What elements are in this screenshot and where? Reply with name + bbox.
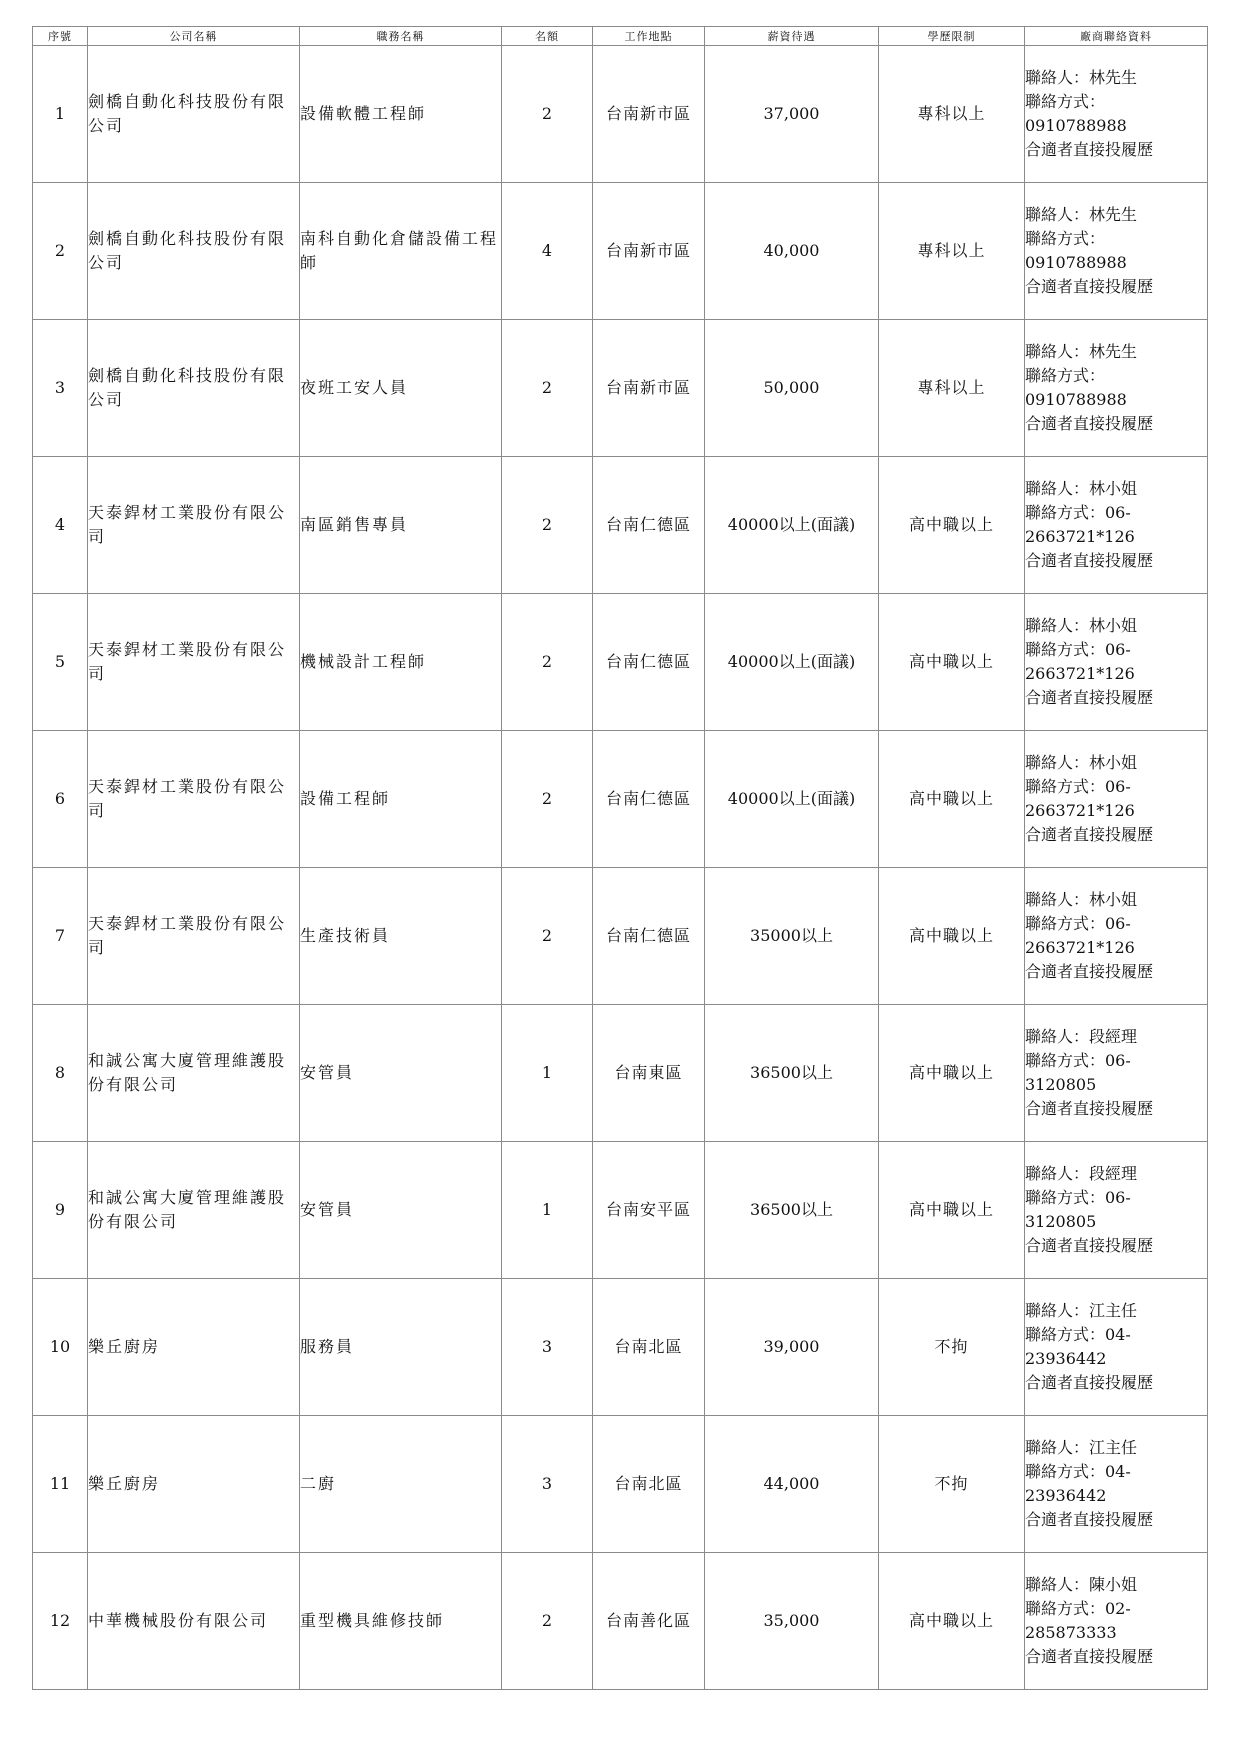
contact-info-line: 聯絡人：林先生 <box>1025 342 1138 361</box>
job-title-cell: 南區銷售專員 <box>300 457 502 594</box>
company-name-cell: 天泰銲材工業股份有限公司 <box>88 868 300 1005</box>
openings-cell: 1 <box>502 1142 593 1279</box>
work-location-cell: 台南仁德區 <box>593 594 705 731</box>
contact-info-cell <box>1025 1553 1208 1690</box>
header-salary: 薪資待遇 <box>705 27 879 46</box>
job-title-cell: 安管員 <box>300 1005 502 1142</box>
education-cell: 高中職以上 <box>879 457 1025 594</box>
education-cell: 不拘 <box>879 1416 1025 1553</box>
table-header-row <box>33 27 1208 46</box>
education-cell: 高中職以上 <box>879 1005 1025 1142</box>
contact-info-line: 聯絡人：江主任 <box>1025 1301 1138 1320</box>
serial-number-cell: 1 <box>33 46 88 183</box>
company-name-cell: 劍橋自動化科技股份有限公司 <box>88 320 300 457</box>
contact-info-line: 聯絡方式：06- <box>1025 640 1131 659</box>
salary-cell: 39,000 <box>705 1279 879 1416</box>
work-location-cell: 台南新市區 <box>593 183 705 320</box>
salary-cell: 40,000 <box>705 183 879 320</box>
contact-info-line: 聯絡人：段經理 <box>1025 1027 1138 1046</box>
contact-info-line: 聯絡方式： <box>1025 92 1106 111</box>
contact-info-line: 聯絡方式：06- <box>1025 914 1131 933</box>
job-title-cell: 南科自動化倉儲設備工程師 <box>300 183 502 320</box>
contact-info-cell <box>1025 594 1208 731</box>
contact-info-line: 聯絡方式：02- <box>1025 1599 1131 1618</box>
openings-cell: 3 <box>502 1416 593 1553</box>
table-row <box>33 1005 1208 1142</box>
contact-info-line: 聯絡方式：04- <box>1025 1462 1131 1481</box>
serial-number-cell: 6 <box>33 731 88 868</box>
contact-info-line: 2663721*126 <box>1025 938 1135 957</box>
contact-info-line: 2663721*126 <box>1025 664 1135 683</box>
contact-info-line: 合適者直接投履歷 <box>1025 140 1154 159</box>
job-title-cell: 機械設計工程師 <box>300 594 502 731</box>
contact-info-line: 聯絡方式：06- <box>1025 503 1131 522</box>
contact-info-line: 0910788988 <box>1025 390 1127 409</box>
contact-info-line: 聯絡人：陳小姐 <box>1025 1575 1138 1594</box>
contact-info-line: 合適者直接投履歷 <box>1025 1647 1154 1666</box>
contact-info-line: 聯絡人：江主任 <box>1025 1438 1138 1457</box>
salary-cell: 40000以上(面議) <box>705 594 879 731</box>
contact-info-line: 合適者直接投履歷 <box>1025 551 1154 570</box>
salary-cell: 44,000 <box>705 1416 879 1553</box>
job-title-cell: 重型機具維修技師 <box>300 1553 502 1690</box>
table-row <box>33 594 1208 731</box>
work-location-cell: 台南善化區 <box>593 1553 705 1690</box>
serial-number-cell: 12 <box>33 1553 88 1690</box>
education-cell: 專科以上 <box>879 320 1025 457</box>
serial-number-cell: 9 <box>33 1142 88 1279</box>
job-listing-table <box>32 26 1208 1690</box>
contact-info-line: 聯絡人：林先生 <box>1025 68 1138 87</box>
contact-info-line: 聯絡人：段經理 <box>1025 1164 1138 1183</box>
openings-cell: 2 <box>502 457 593 594</box>
contact-info-cell <box>1025 1279 1208 1416</box>
contact-info-line: 合適者直接投履歷 <box>1025 1510 1154 1529</box>
contact-info-line: 聯絡人：林先生 <box>1025 205 1138 224</box>
salary-cell: 35000以上 <box>705 868 879 1005</box>
contact-info-cell <box>1025 731 1208 868</box>
salary-cell: 40000以上(面議) <box>705 731 879 868</box>
contact-info-line: 2663721*126 <box>1025 527 1135 546</box>
openings-cell: 1 <box>502 1005 593 1142</box>
contact-info-line: 聯絡人：林小姐 <box>1025 890 1138 909</box>
work-location-cell: 台南仁德區 <box>593 731 705 868</box>
serial-number-cell: 2 <box>33 183 88 320</box>
contact-info-cell <box>1025 1142 1208 1279</box>
contact-info-cell <box>1025 183 1208 320</box>
contact-info-cell <box>1025 457 1208 594</box>
education-cell: 不拘 <box>879 1279 1025 1416</box>
contact-info-line: 合適者直接投履歷 <box>1025 825 1154 844</box>
table-row <box>33 183 1208 320</box>
table-row <box>33 868 1208 1005</box>
header-job-title: 職務名稱 <box>300 27 502 46</box>
table-row <box>33 731 1208 868</box>
contact-info-line: 聯絡方式： <box>1025 366 1106 385</box>
education-cell: 高中職以上 <box>879 868 1025 1005</box>
job-title-cell: 服務員 <box>300 1279 502 1416</box>
salary-cell: 36500以上 <box>705 1005 879 1142</box>
header-work-location: 工作地點 <box>593 27 705 46</box>
table-row <box>33 320 1208 457</box>
work-location-cell: 台南安平區 <box>593 1142 705 1279</box>
header-openings: 名額 <box>502 27 593 46</box>
serial-number-cell: 11 <box>33 1416 88 1553</box>
salary-cell: 37,000 <box>705 46 879 183</box>
contact-info-line: 23936442 <box>1025 1349 1107 1368</box>
contact-info-line: 聯絡方式：06- <box>1025 777 1131 796</box>
company-name-cell: 中華機械股份有限公司 <box>88 1553 300 1690</box>
job-title-cell: 生產技術員 <box>300 868 502 1005</box>
contact-info-line: 0910788988 <box>1025 253 1127 272</box>
contact-info-cell <box>1025 1416 1208 1553</box>
education-cell: 高中職以上 <box>879 1553 1025 1690</box>
contact-info-line: 合適者直接投履歷 <box>1025 1236 1154 1255</box>
contact-info-line: 285873333 <box>1025 1623 1117 1642</box>
contact-info-line: 合適者直接投履歷 <box>1025 414 1154 433</box>
contact-info-line: 聯絡人：林小姐 <box>1025 616 1138 635</box>
serial-number-cell: 3 <box>33 320 88 457</box>
contact-info-line: 3120805 <box>1025 1212 1097 1231</box>
contact-info-line: 合適者直接投履歷 <box>1025 962 1154 981</box>
header-serial-number: 序號 <box>33 27 88 46</box>
openings-cell: 2 <box>502 594 593 731</box>
company-name-cell: 天泰銲材工業股份有限公司 <box>88 594 300 731</box>
contact-info-line: 23936442 <box>1025 1486 1107 1505</box>
education-cell: 專科以上 <box>879 46 1025 183</box>
contact-info-line: 0910788988 <box>1025 116 1127 135</box>
table-row <box>33 1142 1208 1279</box>
contact-info-cell <box>1025 320 1208 457</box>
company-name-cell: 劍橋自動化科技股份有限公司 <box>88 46 300 183</box>
company-name-cell: 和誠公寓大廈管理維護股份有限公司 <box>88 1142 300 1279</box>
work-location-cell: 台南仁德區 <box>593 868 705 1005</box>
salary-cell: 50,000 <box>705 320 879 457</box>
openings-cell: 2 <box>502 320 593 457</box>
contact-info-line: 合適者直接投履歷 <box>1025 1373 1154 1392</box>
contact-info-cell <box>1025 1005 1208 1142</box>
work-location-cell: 台南東區 <box>593 1005 705 1142</box>
header-company-name: 公司名稱 <box>88 27 300 46</box>
contact-info-line: 聯絡方式：06- <box>1025 1188 1131 1207</box>
header-education: 學歷限制 <box>879 27 1025 46</box>
table-body <box>33 46 1208 1690</box>
table-row <box>33 46 1208 183</box>
contact-info-line: 合適者直接投履歷 <box>1025 688 1154 707</box>
education-cell: 高中職以上 <box>879 731 1025 868</box>
company-name-cell: 劍橋自動化科技股份有限公司 <box>88 183 300 320</box>
company-name-cell: 天泰銲材工業股份有限公司 <box>88 457 300 594</box>
serial-number-cell: 5 <box>33 594 88 731</box>
job-title-cell: 二廚 <box>300 1416 502 1553</box>
work-location-cell: 台南新市區 <box>593 46 705 183</box>
education-cell: 專科以上 <box>879 183 1025 320</box>
table-row <box>33 1279 1208 1416</box>
contact-info-line: 聯絡人：林小姐 <box>1025 753 1138 772</box>
table-row <box>33 1553 1208 1690</box>
openings-cell: 2 <box>502 868 593 1005</box>
work-location-cell: 台南仁德區 <box>593 457 705 594</box>
contact-info-line: 聯絡方式： <box>1025 229 1106 248</box>
contact-info-line: 合適者直接投履歷 <box>1025 1099 1154 1118</box>
table-row <box>33 1416 1208 1553</box>
openings-cell: 2 <box>502 731 593 868</box>
table-row <box>33 457 1208 594</box>
serial-number-cell: 7 <box>33 868 88 1005</box>
education-cell: 高中職以上 <box>879 1142 1025 1279</box>
job-title-cell: 安管員 <box>300 1142 502 1279</box>
contact-info-line: 聯絡方式：04- <box>1025 1325 1131 1344</box>
contact-info-line: 3120805 <box>1025 1075 1097 1094</box>
job-title-cell: 夜班工安人員 <box>300 320 502 457</box>
work-location-cell: 台南北區 <box>593 1416 705 1553</box>
serial-number-cell: 10 <box>33 1279 88 1416</box>
serial-number-cell: 8 <box>33 1005 88 1142</box>
openings-cell: 3 <box>502 1279 593 1416</box>
contact-info-line: 合適者直接投履歷 <box>1025 277 1154 296</box>
salary-cell: 36500以上 <box>705 1142 879 1279</box>
company-name-cell: 天泰銲材工業股份有限公司 <box>88 731 300 868</box>
salary-cell: 35,000 <box>705 1553 879 1690</box>
contact-info-line: 2663721*126 <box>1025 801 1135 820</box>
openings-cell: 4 <box>502 183 593 320</box>
openings-cell: 2 <box>502 1553 593 1690</box>
company-name-cell: 樂丘廚房 <box>88 1279 300 1416</box>
contact-info-cell <box>1025 868 1208 1005</box>
contact-info-cell <box>1025 46 1208 183</box>
company-name-cell: 和誠公寓大廈管理維護股份有限公司 <box>88 1005 300 1142</box>
work-location-cell: 台南新市區 <box>593 320 705 457</box>
job-title-cell: 設備軟體工程師 <box>300 46 502 183</box>
work-location-cell: 台南北區 <box>593 1279 705 1416</box>
header-contact-info: 廠商聯絡資料 <box>1025 27 1208 46</box>
salary-cell: 40000以上(面議) <box>705 457 879 594</box>
education-cell: 高中職以上 <box>879 594 1025 731</box>
openings-cell: 2 <box>502 46 593 183</box>
job-title-cell: 設備工程師 <box>300 731 502 868</box>
contact-info-line: 聯絡方式：06- <box>1025 1051 1131 1070</box>
contact-info-line: 聯絡人：林小姐 <box>1025 479 1138 498</box>
serial-number-cell: 4 <box>33 457 88 594</box>
company-name-cell: 樂丘廚房 <box>88 1416 300 1553</box>
